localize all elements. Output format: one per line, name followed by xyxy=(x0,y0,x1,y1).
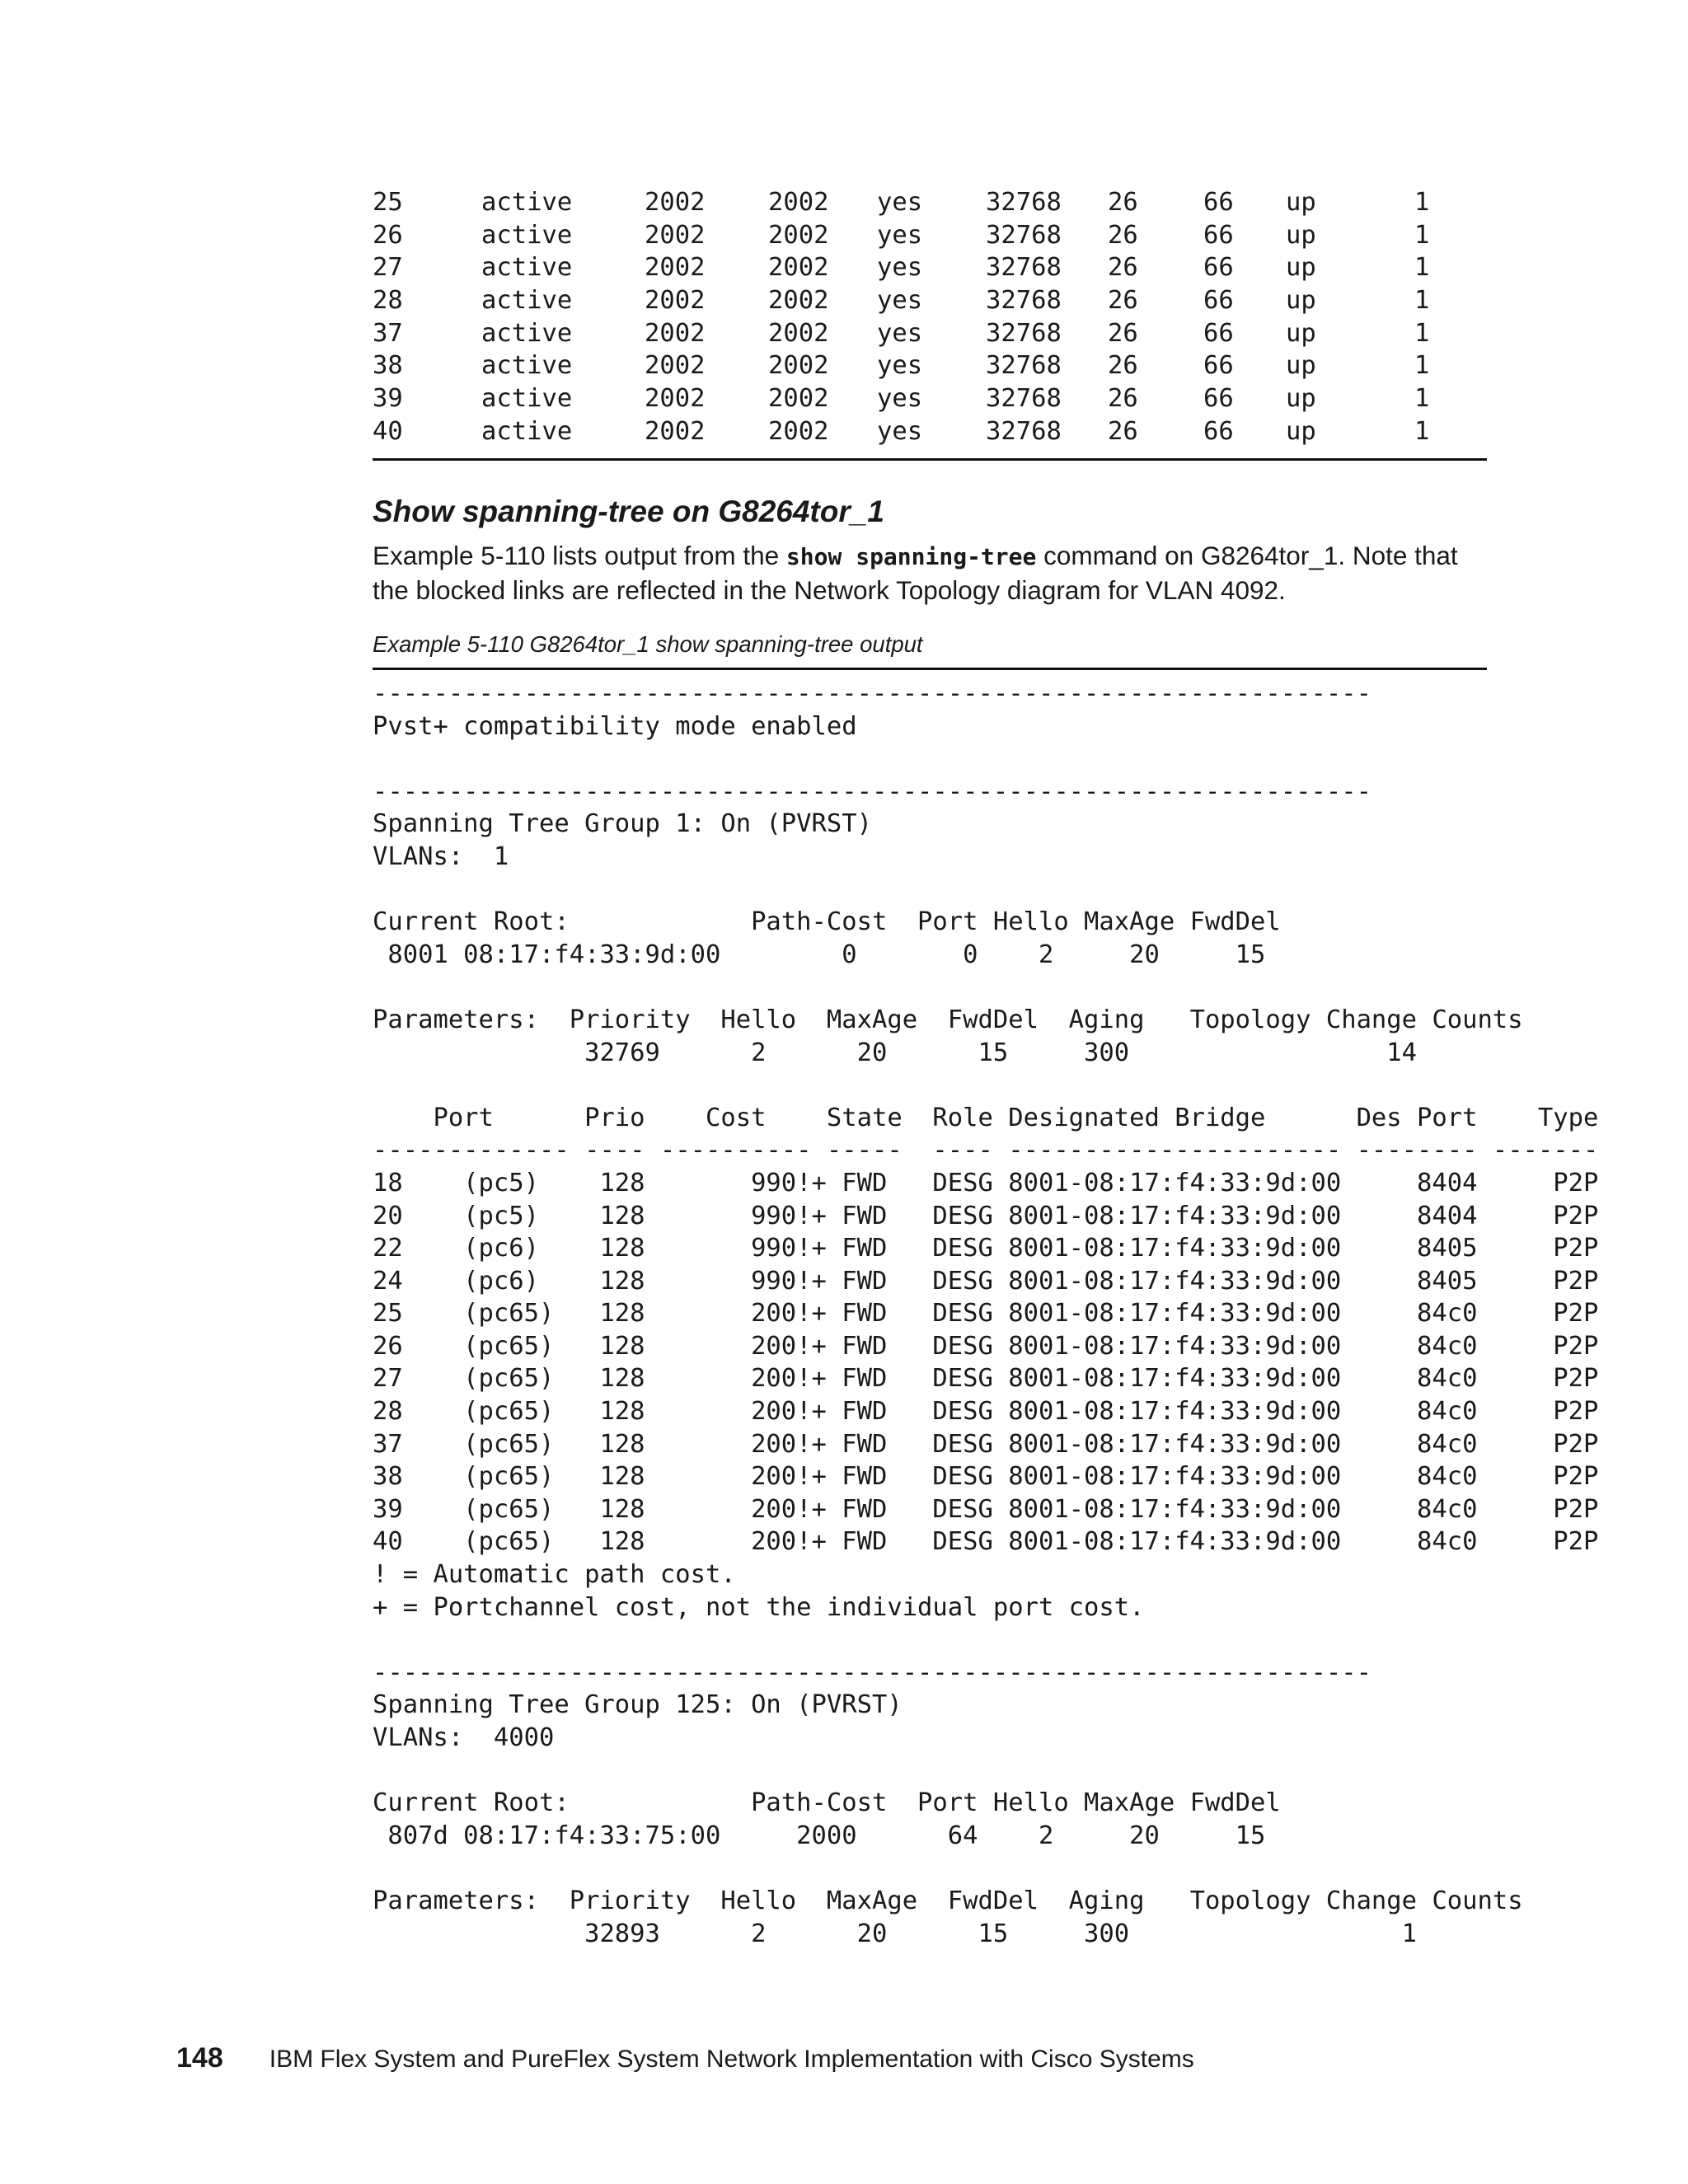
cell-count: 1 xyxy=(1414,188,1430,217)
cell-val-b: 66 xyxy=(1203,220,1234,250)
cell-link: up xyxy=(1286,286,1316,316)
cell-port: 25 xyxy=(373,188,403,217)
console-line: ------------------------------------------------------------------ xyxy=(373,1657,1372,1687)
cell-val-b: 66 xyxy=(1203,416,1234,446)
cell-link: up xyxy=(1286,351,1316,381)
cell-count: 1 xyxy=(1414,220,1430,250)
table-row xyxy=(373,319,1487,352)
cell-priority: 32768 xyxy=(986,188,1062,217)
cell-vlan-a: 2002 xyxy=(645,253,706,283)
console-line: 32893 2 20 15 300 1 xyxy=(373,1919,1418,1948)
console-line: 25 (pc65) 128 200!+ FWD DESG 8001-08:17:f4:33:9d:00 84c0 P2P xyxy=(373,1299,1599,1329)
cell-flag: yes xyxy=(877,286,923,316)
table-row xyxy=(373,417,1487,450)
cell-val-b: 66 xyxy=(1203,253,1234,283)
cell-vlan-a: 2002 xyxy=(645,318,706,348)
cell-priority: 32768 xyxy=(986,286,1062,316)
console-line: VLANs: 4000 xyxy=(373,1723,555,1752)
console-output xyxy=(373,677,1598,1950)
console-line: 40 (pc65) 128 200!+ FWD DESG 8001-08:17:f4:33:9d:00 84c0 P2P xyxy=(373,1527,1599,1557)
cell-vlan-a: 2002 xyxy=(645,384,706,414)
intro-paragraph xyxy=(373,539,1493,607)
cell-state: active xyxy=(481,286,573,316)
table-row xyxy=(373,351,1487,384)
console-line: 20 (pc5) 128 990!+ FWD DESG 8001-08:17:f4:33:9d:00 8404 P2P xyxy=(373,1201,1599,1230)
cell-vlan-b: 2002 xyxy=(768,384,829,414)
console-line xyxy=(373,1755,1598,1788)
cell-priority: 32768 xyxy=(986,351,1062,381)
page-number: 148 xyxy=(176,2042,223,2074)
cell-vlan-b: 2002 xyxy=(768,188,829,217)
cell-port: 40 xyxy=(373,416,403,446)
console-line: 37 (pc65) 128 200!+ FWD DESG 8001-08:17:f4:33:9d:00 84c0 P2P xyxy=(373,1429,1599,1459)
cell-priority: 32768 xyxy=(986,253,1062,283)
console-line: ! = Automatic path cost. xyxy=(373,1560,736,1590)
cell-flag: yes xyxy=(877,318,923,348)
cell-vlan-b: 2002 xyxy=(768,318,829,348)
cell-priority: 32768 xyxy=(986,220,1062,250)
cell-vlan-a: 2002 xyxy=(645,188,706,217)
cell-vlan-a: 2002 xyxy=(645,351,706,381)
intro-text-before: Example 5-110 lists output from the xyxy=(373,541,786,570)
table-row xyxy=(373,384,1487,417)
cell-flag: yes xyxy=(877,220,923,250)
cell-state: active xyxy=(481,318,573,348)
intro-command: show spanning-tree xyxy=(785,543,1037,570)
console-line: Current Root: Path-Cost Port Hello MaxAge FwdDel xyxy=(373,1788,1281,1818)
console-line: ------------------------------------------------------------------ xyxy=(373,776,1372,806)
cell-priority: 32768 xyxy=(986,384,1062,414)
cell-link: up xyxy=(1286,220,1316,250)
cell-val-a: 26 xyxy=(1108,384,1138,414)
console-line: Parameters: Priority Hello MaxAge FwdDel Aging Topology Change Counts xyxy=(373,1886,1523,1915)
cell-val-a: 26 xyxy=(1108,253,1138,283)
console-line: 32769 2 20 15 300 14 xyxy=(373,1038,1418,1067)
cell-link: up xyxy=(1286,318,1316,348)
cell-vlan-b: 2002 xyxy=(768,220,829,250)
console-line: 38 (pc65) 128 200!+ FWD DESG 8001-08:17:f4:33:9d:00 84c0 P2P xyxy=(373,1462,1599,1492)
cell-state: active xyxy=(481,351,573,381)
cell-val-b: 66 xyxy=(1203,384,1234,414)
cell-state: active xyxy=(481,416,573,446)
console-line: Parameters: Priority Hello MaxAge FwdDel Aging Topology Change Counts xyxy=(373,1005,1523,1034)
console-line: Pvst+ compatibility mode enabled xyxy=(373,711,857,741)
console-line: ------------- ---- ---------- ----- ---- ---------------------- -------- ------- xyxy=(373,1136,1599,1165)
console-line: 26 (pc65) 128 200!+ FWD DESG 8001-08:17:f4:33:9d:00 84c0 P2P xyxy=(373,1331,1599,1361)
table-row xyxy=(373,188,1487,221)
cell-flag: yes xyxy=(877,253,923,283)
console-line xyxy=(373,874,1598,907)
console-line: 18 (pc5) 128 990!+ FWD DESG 8001-08:17:f4:33:9d:00 8404 P2P xyxy=(373,1168,1599,1197)
cell-link: up xyxy=(1286,253,1316,283)
cell-count: 1 xyxy=(1414,384,1430,414)
console-line: 39 (pc65) 128 200!+ FWD DESG 8001-08:17:f4:33:9d:00 84c0 P2P xyxy=(373,1494,1599,1524)
console-line xyxy=(373,1624,1598,1657)
table-row xyxy=(373,286,1487,319)
page-footer xyxy=(176,2042,1194,2074)
console-line: 22 (pc6) 128 990!+ FWD DESG 8001-08:17:f4:33:9d:00 8405 P2P xyxy=(373,1234,1599,1263)
cell-vlan-a: 2002 xyxy=(645,286,706,316)
intro-text-after: command on G8264tor_1. Note that the blocked links are reflected in the Network Topology diagram for VLAN 4092. xyxy=(373,541,1458,605)
cell-state: active xyxy=(481,384,573,414)
console-line: 24 (pc6) 128 990!+ FWD DESG 8001-08:17:f4:33:9d:00 8405 P2P xyxy=(373,1266,1599,1296)
console-line: 8001 08:17:f4:33:9d:00 0 0 2 20 15 xyxy=(373,940,1266,969)
cell-priority: 32768 xyxy=(986,318,1062,348)
console-line: 27 (pc65) 128 200!+ FWD DESG 8001-08:17:f4:33:9d:00 84c0 P2P xyxy=(373,1364,1599,1394)
cell-state: active xyxy=(481,220,573,250)
cell-flag: yes xyxy=(877,188,923,217)
cell-count: 1 xyxy=(1414,416,1430,446)
cell-port: 26 xyxy=(373,220,403,250)
cell-val-b: 66 xyxy=(1203,188,1234,217)
cell-vlan-b: 2002 xyxy=(768,253,829,283)
console-line xyxy=(373,1069,1598,1102)
cell-count: 1 xyxy=(1414,286,1430,316)
table-row xyxy=(373,221,1487,254)
cell-flag: yes xyxy=(877,351,923,381)
console-line: Port Prio Cost State Role Designated Bridge Des Port Type xyxy=(373,1103,1599,1132)
table-row xyxy=(373,253,1487,286)
cell-link: up xyxy=(1286,384,1316,414)
cell-val-b: 66 xyxy=(1203,351,1234,381)
cell-count: 1 xyxy=(1414,351,1430,381)
cell-vlan-b: 2002 xyxy=(768,351,829,381)
cell-val-b: 66 xyxy=(1203,318,1234,348)
cell-val-a: 26 xyxy=(1108,188,1138,217)
caption-rule xyxy=(373,668,1487,670)
console-line xyxy=(373,1852,1598,1885)
cell-flag: yes xyxy=(877,416,923,446)
cell-port: 27 xyxy=(373,253,403,283)
cell-vlan-a: 2002 xyxy=(645,416,706,446)
console-line: VLANs: 1 xyxy=(373,841,509,871)
console-line: Spanning Tree Group 125: On (PVRST) xyxy=(373,1690,903,1720)
console-line: + = Portchannel cost, not the individual port cost. xyxy=(373,1592,1145,1622)
cell-port: 37 xyxy=(373,318,403,348)
cell-count: 1 xyxy=(1414,253,1430,283)
book-title: IBM Flex System and PureFlex System Network Implementation with Cisco Systems xyxy=(269,2046,1194,2073)
cell-port: 38 xyxy=(373,351,403,381)
cell-port: 39 xyxy=(373,384,403,414)
console-line: Spanning Tree Group 1: On (PVRST) xyxy=(373,809,872,839)
cell-vlan-b: 2002 xyxy=(768,416,829,446)
cell-val-a: 26 xyxy=(1108,220,1138,250)
cell-priority: 32768 xyxy=(986,416,1062,446)
section-title: Show spanning-tree on G8264tor_1 xyxy=(373,494,884,528)
cell-val-a: 26 xyxy=(1108,318,1138,348)
console-line: ------------------------------------------------------------------ xyxy=(373,679,1372,708)
cell-flag: yes xyxy=(877,384,923,414)
cell-val-a: 26 xyxy=(1108,351,1138,381)
cell-val-a: 26 xyxy=(1108,286,1138,316)
cell-state: active xyxy=(481,253,573,283)
cell-val-b: 66 xyxy=(1203,286,1234,316)
console-line: Current Root: Path-Cost Port Hello MaxAge FwdDel xyxy=(373,907,1281,937)
port-status-table xyxy=(373,188,1487,450)
console-line: 28 (pc65) 128 200!+ FWD DESG 8001-08:17:f4:33:9d:00 84c0 P2P xyxy=(373,1397,1599,1427)
cell-count: 1 xyxy=(1414,318,1430,348)
cell-link: up xyxy=(1286,416,1316,446)
cell-link: up xyxy=(1286,188,1316,217)
example-caption: Example 5-110 G8264tor_1 show spanning-tree output xyxy=(373,631,923,657)
console-line xyxy=(373,971,1598,1004)
cell-state: active xyxy=(481,188,573,217)
console-line: 807d 08:17:f4:33:75:00 2000 64 2 20 15 xyxy=(373,1821,1266,1850)
console-line xyxy=(373,743,1598,776)
cell-vlan-a: 2002 xyxy=(645,220,706,250)
cell-val-a: 26 xyxy=(1108,416,1138,446)
cell-vlan-b: 2002 xyxy=(768,286,829,316)
cell-port: 28 xyxy=(373,286,403,316)
table-bottom-rule xyxy=(373,458,1487,461)
